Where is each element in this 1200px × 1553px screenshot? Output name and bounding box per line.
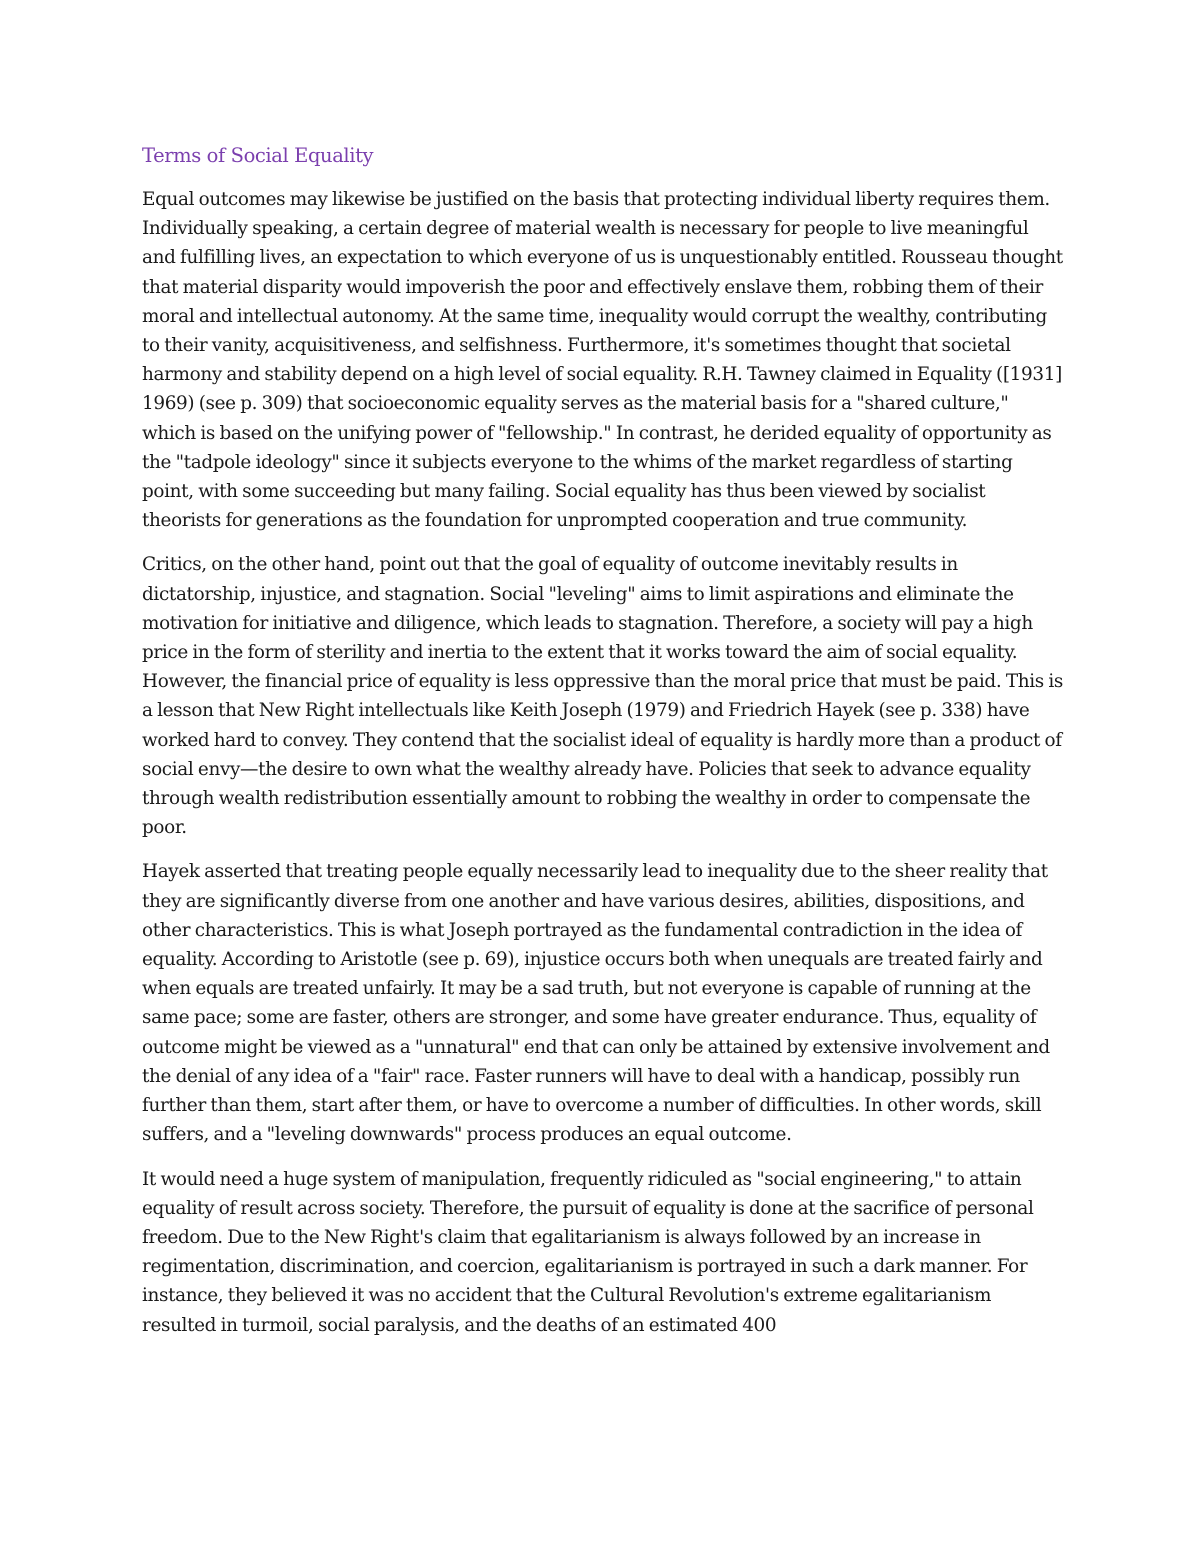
paragraph-2: Critics, on the other hand, point out that the goal of equality of outcome inevitably results in dictatorship, injustice, and stagnation. Social "leveling" aims to limit aspirations and eliminate the motivation for initiative and diligence, which leads to stagnation. Therefore, a society will pay a high price in the form of sterility and inertia to the extent that it works toward the aim of social equality. However, the financial price of equality is less oppressive than the moral price that must be paid. This is a lesson that New Right intellectuals like Keith Joseph (1979) and Friedrich Hayek (see p. 338) have worked hard to convey. They contend that the socialist ideal of equality is hardly more than a product of social envy—the desire to own what the wealthy already have. Policies that seek to advance equality through wealth redistribution essentially amount to robbing the wealthy in order to compensate the poor.: [142, 554, 1063, 839]
document-body: [142, 141, 1064, 1355]
paragraph-1: Equal outcomes may likewise be justified on the basis that protecting individual liberty requires them. Individually speaking, a certain degree of material wealth is necessary for people to live meaningful and fulfilling lives, an expectation to which everyone of us is unquestionably entitled. Rousseau thought that material disparity would impoverish the poor and effectively enslave them, robbing them of their moral and intellectual autonomy. At the same time, inequality would corrupt the wealthy, contributing to their vanity, acquisitiveness, and selfishness. Furthermore, it's sometimes thought that societal harmony and stability depend on a high level of social equality. R.H. Tawney claimed in Equality ([1931] 1969) (see p. 309) that socioeconomic equality serves as the material basis for a "shared culture," which is based on the unifying power of "fellowship." In contrast, he derided equality of opportunity as the "tadpole ideology" since it subjects everyone to the whims of the market regardless of starting point, with some succeeding but many failing. Social equality has thus been viewed by socialist theorists for generations as the foundation for unprompted cooperation and true community.: [142, 189, 1063, 532]
paragraph-4: It would need a huge system of manipulation, frequently ridiculed as "social engineering," to attain equality of result across society. Therefore, the pursuit of equality is done at the sacrifice of personal freedom. Due to the New Right's claim that egalitarianism is always followed by an increase in regimentation, discrimination, and coercion, egalitarianism is portrayed in such a dark manner. For instance, they believed it was no accident that the Cultural Revolution's extreme egalitarianism resulted in turmoil, social paralysis, and the deaths of an estimated 400: [142, 1168, 1034, 1336]
document-title: Terms of Social Equality: [142, 144, 374, 167]
paragraph-3: Hayek asserted that treating people equally necessarily lead to inequality due to the sheer reality that they are significantly diverse from one another and have various desires, abilities, dispositions, and other characteristics. This is what Joseph portrayed as the fundamental contradiction in the idea of equality. According to Aristotle (see p. 69), injustice occurs both when unequals are treated fairly and when equals are treated unfairly. It may be a sad truth, but not everyone is capable of running at the same pace; some are faster, others are stronger, and some have greater endurance. Thus, equality of outcome might be viewed as a "unnatural" end that can only be attained by extensive involvement and the denial of any idea of a "fair" race. Faster runners will have to deal with a handicap, possibly run further than them, start after them, or have to overcome a number of difficulties. In other words, skill suffers, and a "leveling downwards" process produces an equal outcome.: [142, 861, 1050, 1146]
